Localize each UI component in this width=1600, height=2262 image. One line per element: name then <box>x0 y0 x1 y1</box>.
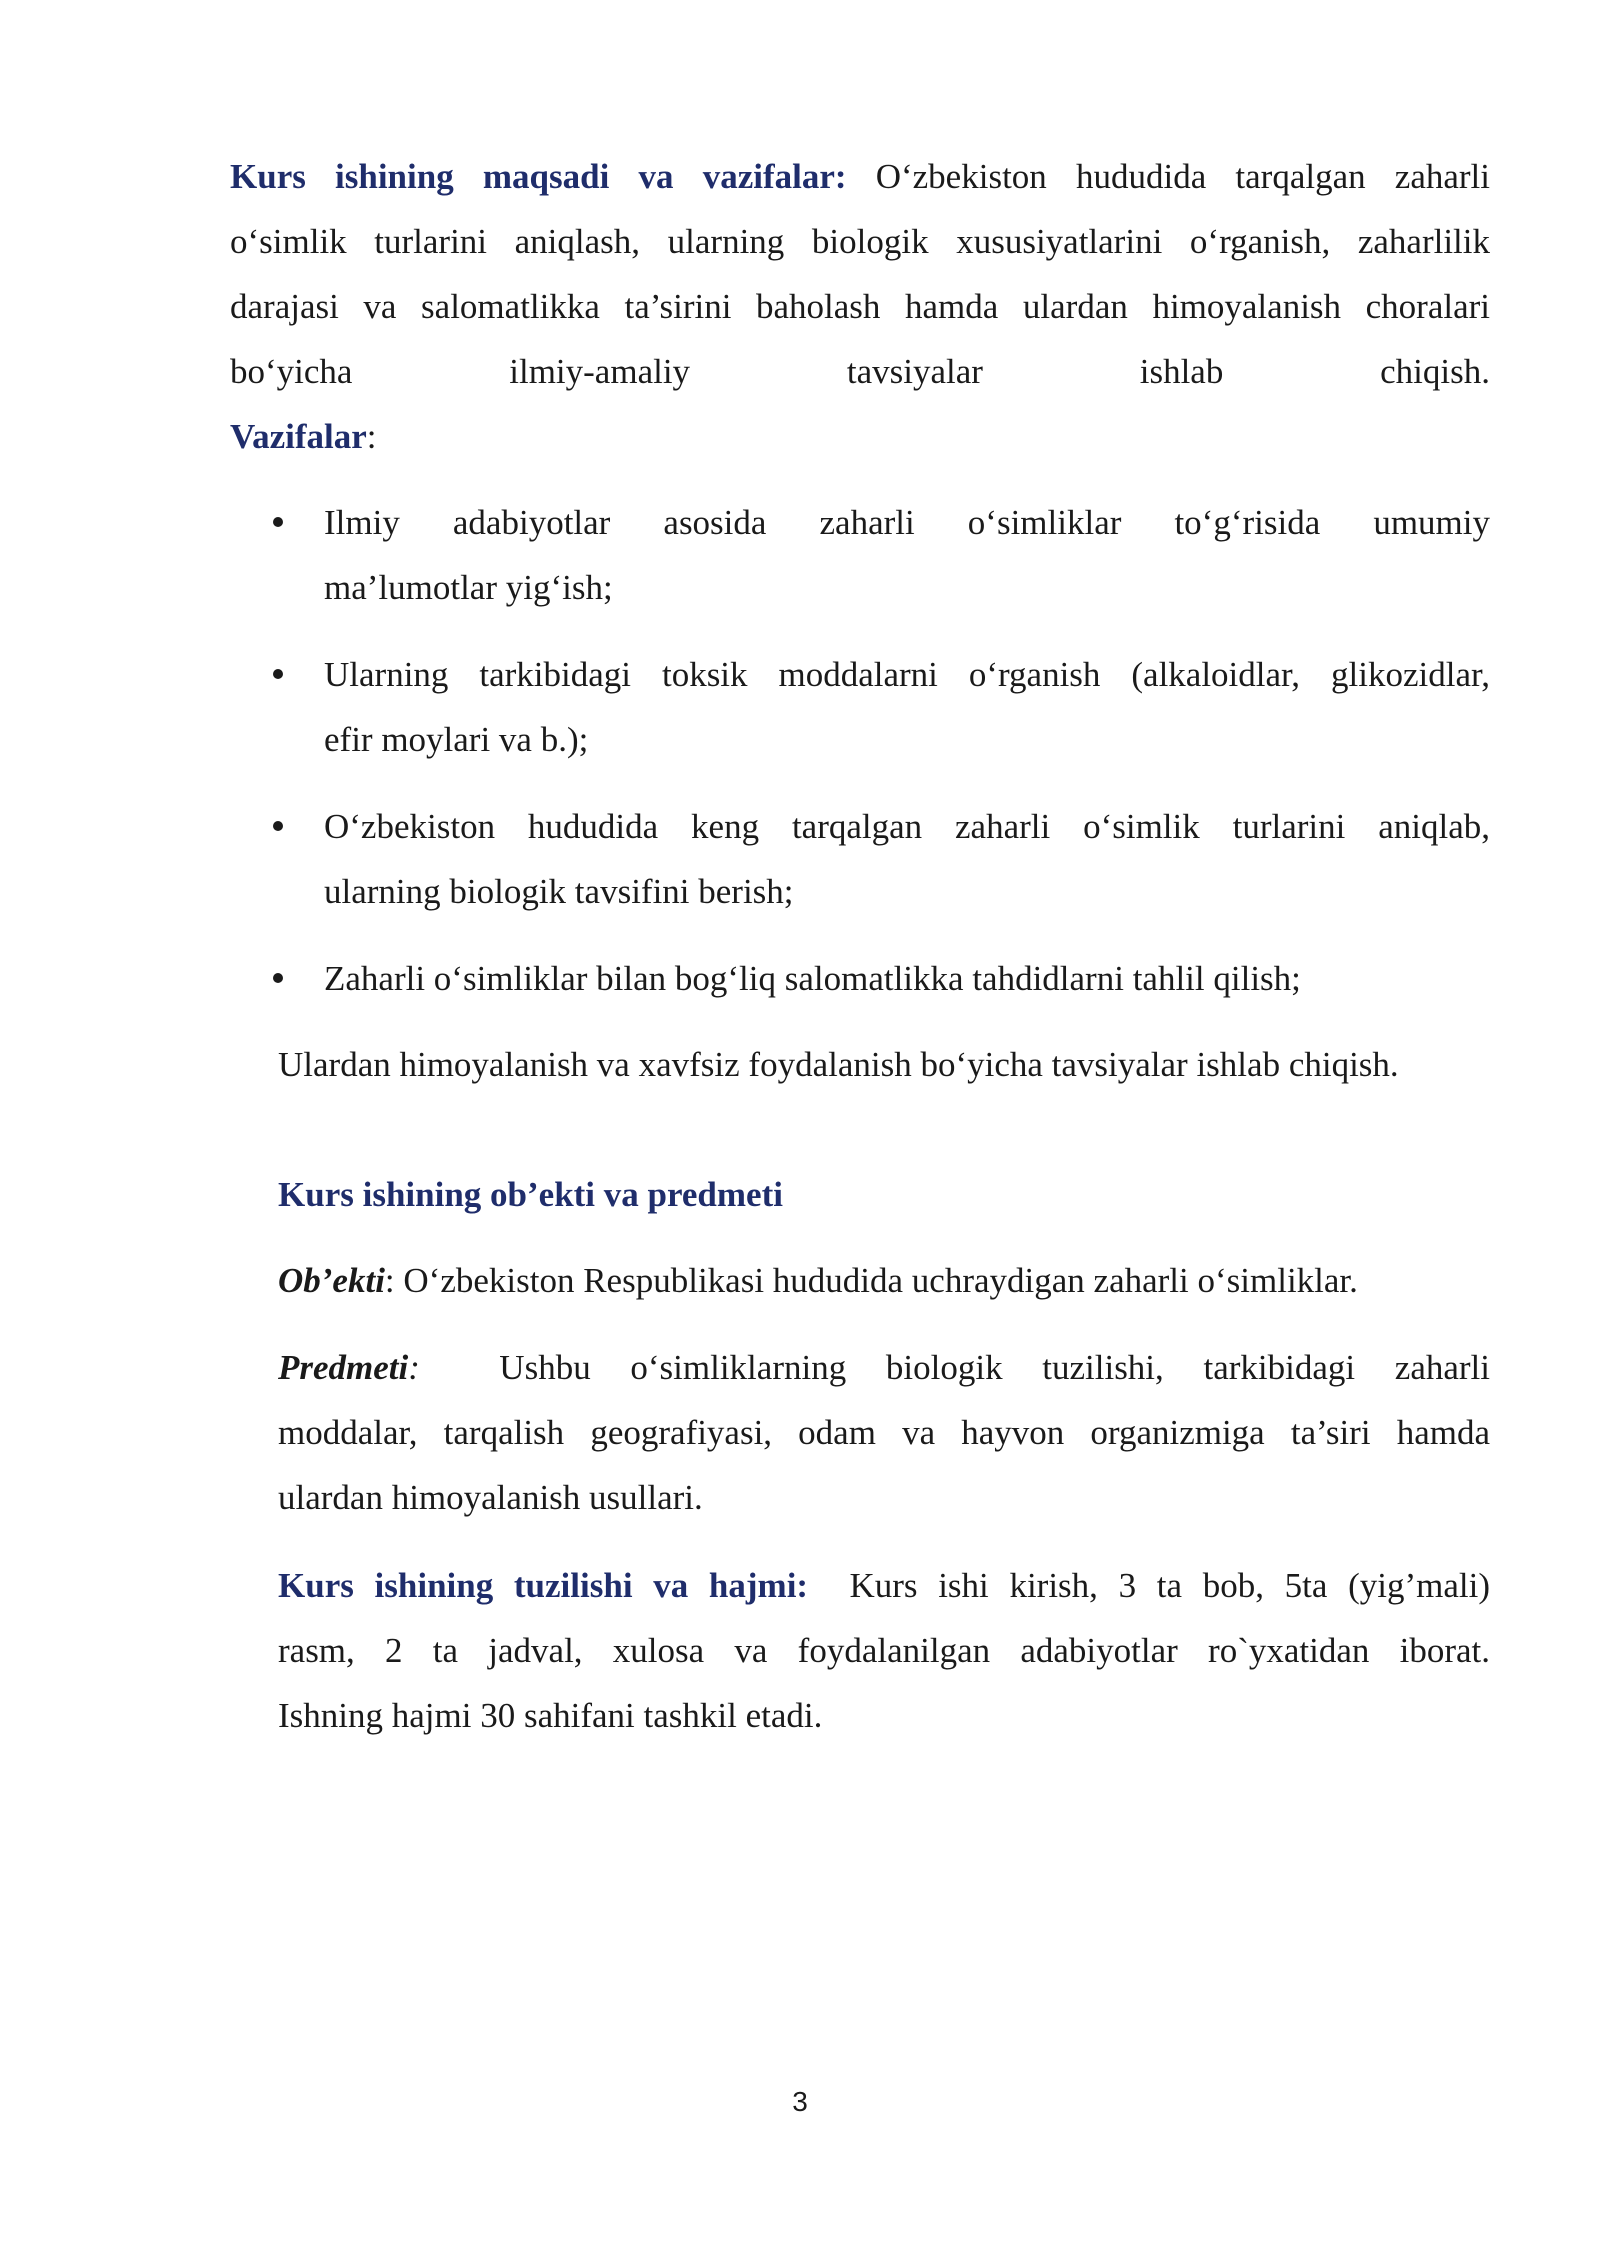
object-line <box>278 1248 1490 1313</box>
bullet-icon <box>273 821 283 831</box>
structure-paragraph <box>278 1553 1490 1748</box>
list-item <box>276 490 1490 620</box>
tasks-heading-colon: : <box>366 417 377 456</box>
list-item-text <box>324 490 1490 620</box>
object-text: : O‘zbekiston Respublikasi hududida uchraydigan zaharli o‘simliklar. <box>384 1261 1358 1300</box>
bullet-icon <box>273 669 283 679</box>
subject-colon: : <box>408 1348 420 1387</box>
list-item-line-1: Ularning tarkibidagi toksik moddalarni o‘rganish (alkaloidlar, glikozidlar, <box>324 655 1490 694</box>
list-item-line-1: Zaharli o‘simliklar bilan bog‘liq salomatlikka tahdidlarni tahlil qilish; <box>324 959 1301 998</box>
object-label: Ob’ekti <box>278 1261 385 1300</box>
list-item-line-2: ma’lumotlar yig‘ish; <box>324 568 613 607</box>
subject-paragraph <box>278 1335 1490 1530</box>
list-item-text <box>324 946 1490 1011</box>
list-item-line-1: O‘zbekiston hududida keng tarqalgan zaharli o‘simlik turlarini aniqlab, <box>324 807 1490 846</box>
structure-line-1 <box>278 1553 1490 1618</box>
subject-label: Predmeti <box>278 1348 409 1387</box>
list-item-line-2: efir moylari va b.); <box>324 720 589 759</box>
tasks-closing <box>278 1032 1490 1097</box>
list-item <box>276 946 1490 1011</box>
goal-text-1: O‘zbekiston hududida tarqalgan zaharli <box>875 157 1491 196</box>
subject-line-3: ulardan himoyalanish usullari. <box>278 1478 703 1517</box>
tasks-heading <box>230 404 630 469</box>
list-item <box>276 642 1490 772</box>
list-item <box>276 794 1490 924</box>
subject-line-2: moddalar, tarqalish geografiyasi, odam va hayvon organizmiga ta’siri hamda <box>278 1413 1490 1452</box>
list-item-line-1: Ilmiy adabiyotlar asosida zaharli o‘simliklar to‘g‘risida umumiy <box>324 503 1490 542</box>
object-subject-heading-text: Kurs ishining ob’ekti va predmeti <box>278 1175 783 1214</box>
structure-line-3: Ishning hajmi 30 sahifani tashkil etadi. <box>278 1696 823 1735</box>
goal-line-1 <box>230 144 1490 209</box>
goal-heading: Kurs ishining maqsadi va vazifalar: <box>230 157 847 196</box>
structure-heading: Kurs ishining tuzilishi va hajmi: <box>278 1566 809 1605</box>
goal-line-2: o‘simlik turlarini aniqlash, ularning biologik xususiyatlarini o‘rganish, zaharlilik <box>230 222 1490 261</box>
list-item-line-2: ularning biologik tavsifini berish; <box>324 872 794 911</box>
page-number: 3 <box>792 2086 808 2117</box>
bullet-icon <box>273 517 283 527</box>
list-item-text <box>324 794 1490 924</box>
object-paragraph <box>278 1248 1490 1313</box>
goal-paragraph <box>230 144 1490 404</box>
subject-line-1 <box>278 1335 1490 1400</box>
object-subject-heading <box>278 1162 1178 1227</box>
subject-text-1: Ushbu o‘simliklarning biologik tuzilishi, tarkibidagi zaharli <box>499 1348 1491 1387</box>
structure-text-1: Kurs ishi kirish, 3 ta bob, 5ta (yig’mali) <box>849 1566 1491 1605</box>
structure-line-2: rasm, 2 ta jadval, xulosa va foydalanilgan adabiyotlar ro`yxatidan iborat. <box>278 1631 1490 1670</box>
list-item-text <box>324 642 1490 772</box>
tasks-heading-label: Vazifalar <box>230 417 367 456</box>
bullet-icon <box>273 973 283 983</box>
goal-line-4: bo‘yicha ilmiy-amaliy tavsiyalar ishlab chiqish. <box>230 352 1490 391</box>
tasks-closing-text: Ulardan himoyalanish va xavfsiz foydalanish bo‘yicha tavsiyalar ishlab chiqish. <box>278 1045 1399 1084</box>
goal-line-3: darajasi va salomatlikka ta’sirini baholash hamda ulardan himoyalanish choralari <box>230 287 1490 326</box>
